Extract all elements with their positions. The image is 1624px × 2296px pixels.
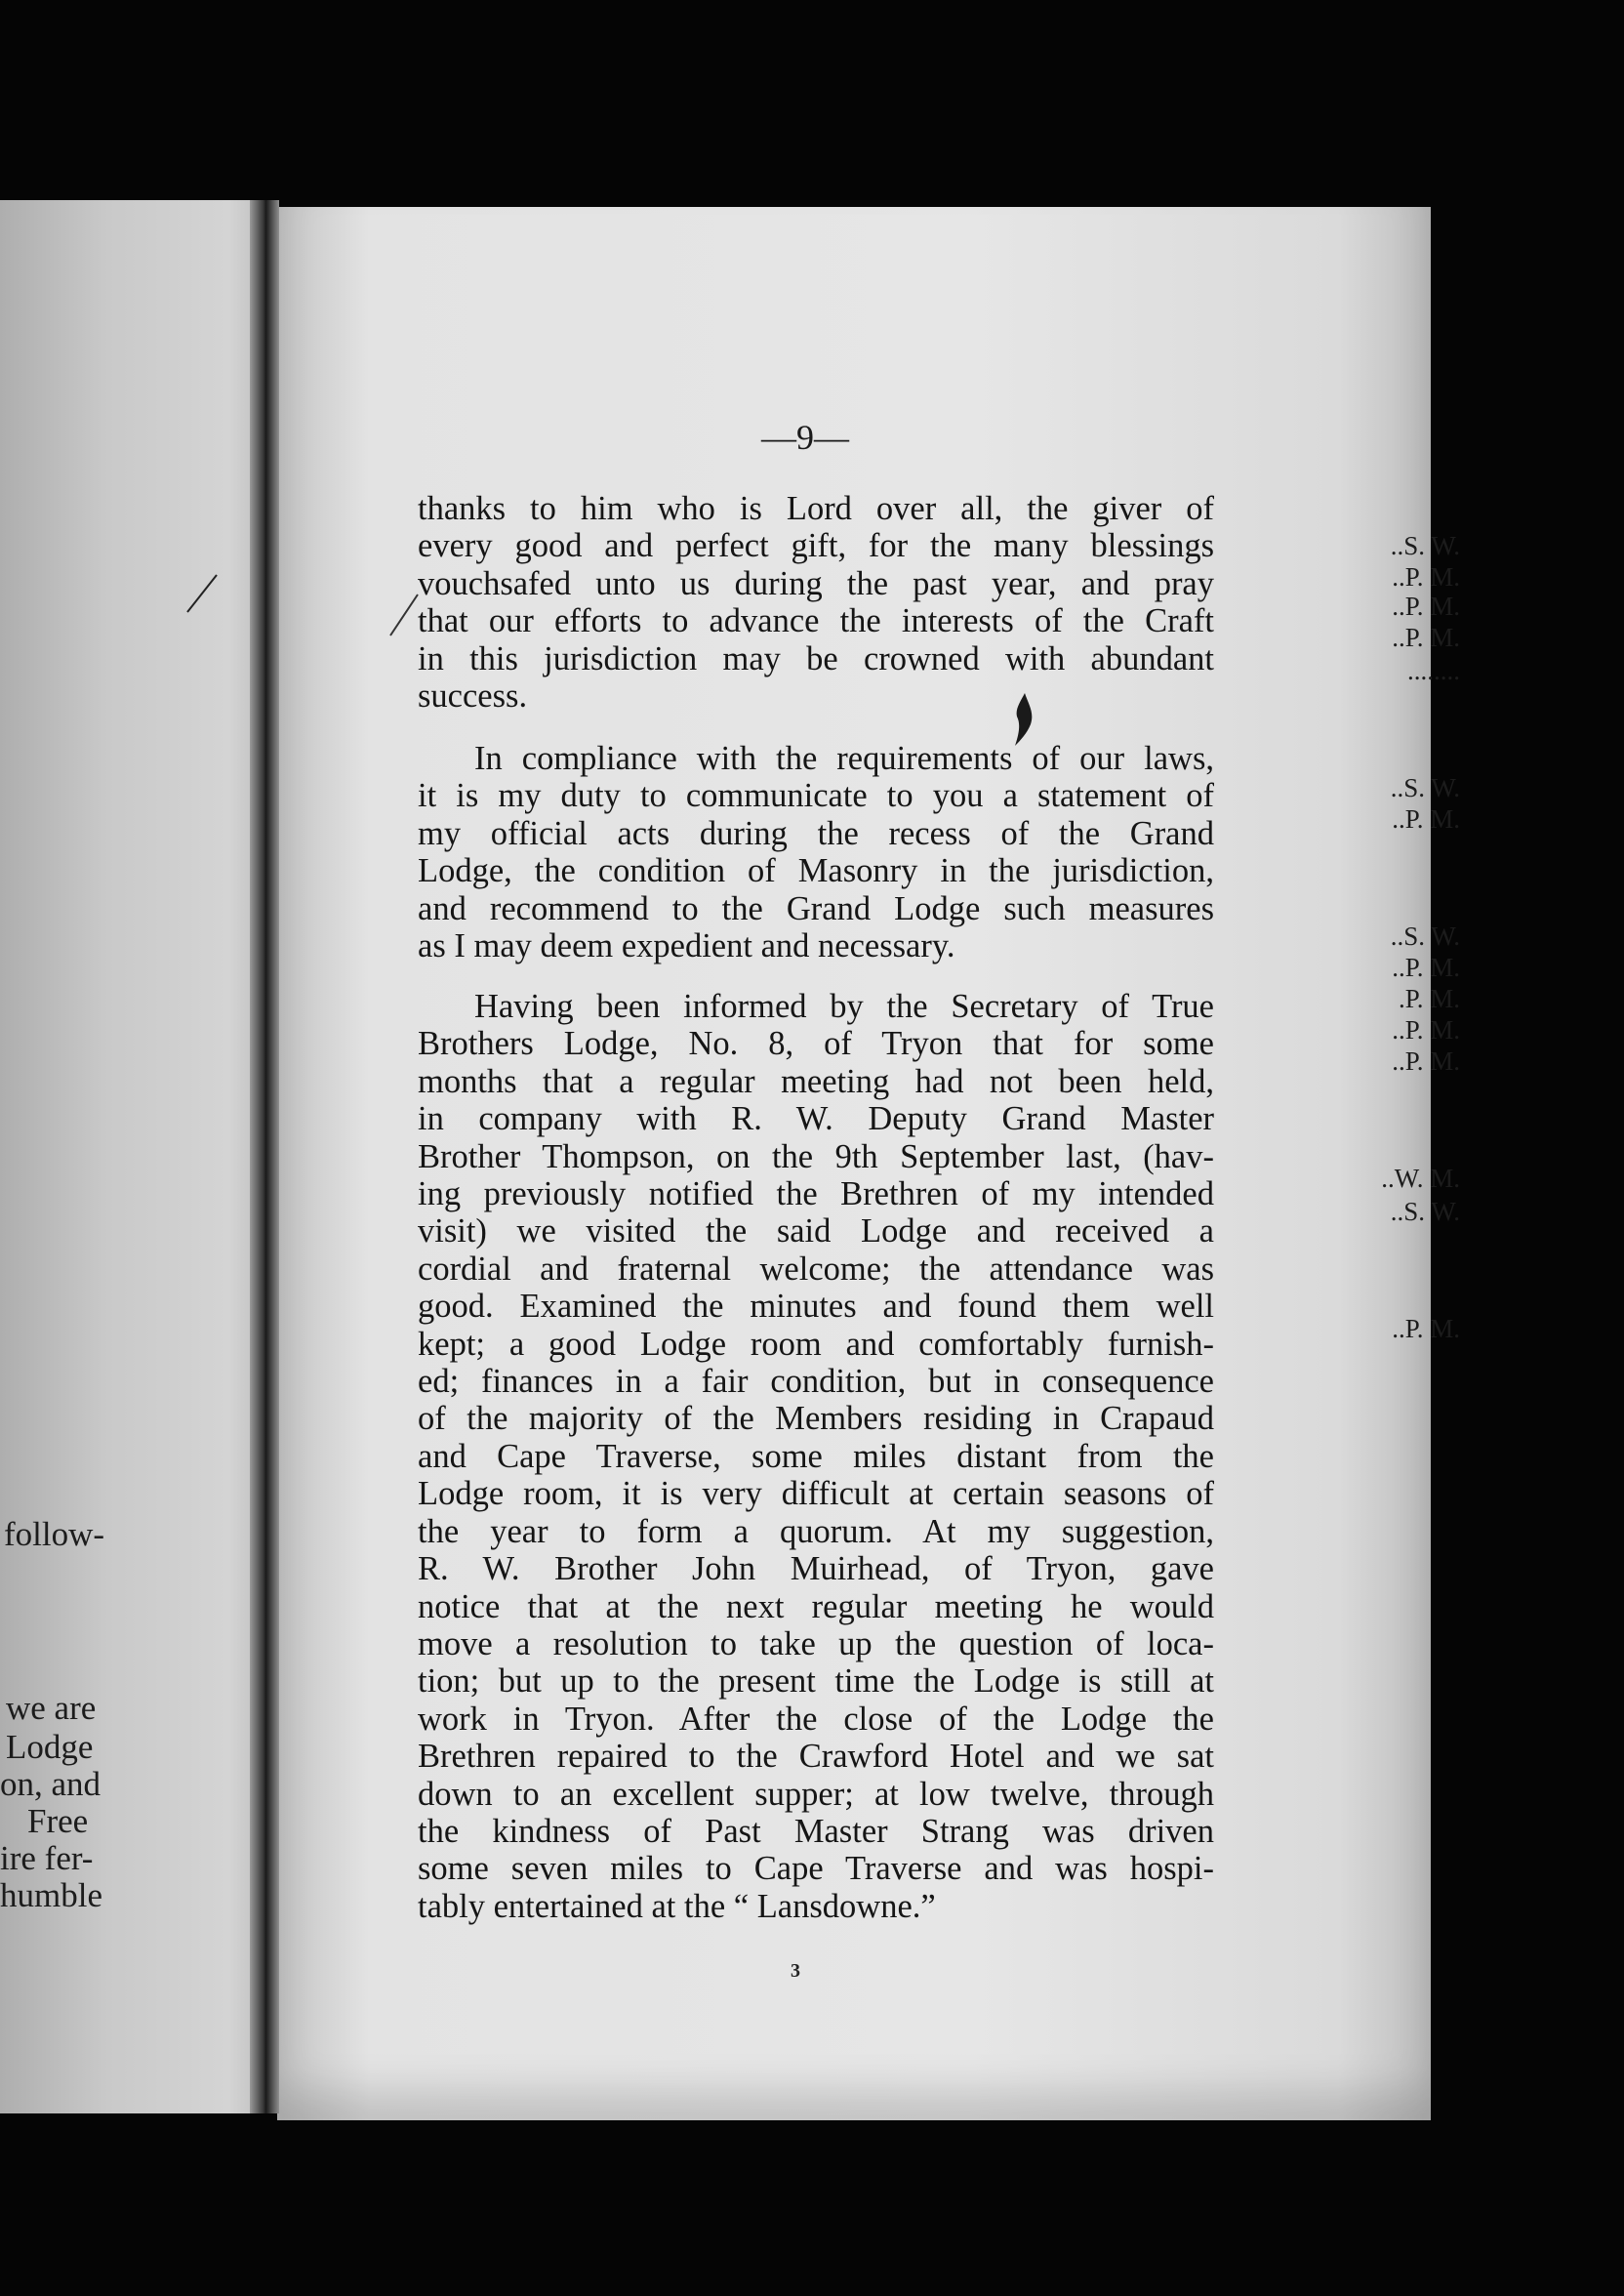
text-line: ing previously notified the Brethren of my intended bbox=[418, 1175, 1214, 1213]
text-line: months that a regular meeting had not been held, bbox=[418, 1062, 1214, 1100]
text-line: down to an excellent supper; at low twelve, through bbox=[418, 1775, 1214, 1813]
left-line: ..S. W. bbox=[1390, 773, 1460, 802]
text-line: vouchsafed unto us during the past year, and pray bbox=[418, 564, 1214, 602]
text-line: kept; a good Lodge room and comfortably furnish- bbox=[418, 1325, 1214, 1363]
text-line: notice that at the next regular meeting he would bbox=[418, 1587, 1214, 1625]
text-line: Brother Thompson, on the 9th September last, (hav- bbox=[418, 1137, 1214, 1175]
text-line: tion; but up to the present time the Lodge is still at bbox=[418, 1662, 1214, 1701]
text-line: cordial and fraternal welcome; the attendance was bbox=[418, 1250, 1214, 1288]
text-line: my official acts during the recess of the Grand bbox=[418, 814, 1214, 852]
text-line: work in Tryon. After the close of the Lodge the bbox=[418, 1700, 1214, 1738]
text-line: visit) we visited the said Lodge and received a bbox=[418, 1212, 1214, 1250]
left-line: ..P. M. bbox=[1392, 1314, 1460, 1343]
text-line: ed; finances in a fair condition, but in consequence bbox=[418, 1363, 1214, 1401]
text-line: tably entertained at the “ Lansdowne.” bbox=[418, 1887, 936, 1925]
left-line: ..P. M. bbox=[1392, 562, 1460, 592]
left-line: ..S. W. bbox=[1390, 1197, 1460, 1226]
signature-mark: 3 bbox=[791, 1960, 800, 1982]
left-line: ..P. M. bbox=[1392, 953, 1460, 982]
text-line: Lodge room, it is very difficult at certain seasons of bbox=[418, 1475, 1214, 1513]
text-line: every good and perfect gift, for the many blessings bbox=[418, 527, 1214, 565]
pen-mark bbox=[182, 571, 221, 620]
text-line: it is my duty to communicate to you a statement of bbox=[418, 777, 1214, 815]
text-line: Brothers Lodge, No. 8, of Tryon that for some bbox=[418, 1025, 1214, 1063]
left-fragment: humble bbox=[0, 1876, 102, 1914]
text-line: that our efforts to advance the interests of the Craft bbox=[418, 602, 1214, 640]
left-fragment: Lodge bbox=[6, 1728, 94, 1766]
left-fragment: Free bbox=[27, 1802, 89, 1840]
left-line: ..S. W. bbox=[1390, 922, 1460, 951]
left-fragment: we are bbox=[6, 1689, 97, 1727]
book-spine bbox=[250, 200, 279, 2113]
paragraph-3 bbox=[418, 988, 1214, 1925]
text-line: Lodge, the condition of Masonry in the jurisdiction, bbox=[418, 852, 1214, 890]
left-line: ..P. M. bbox=[1392, 804, 1460, 834]
left-fragment: ire fer- bbox=[0, 1839, 94, 1877]
text-line: good. Examined the minutes and found them well bbox=[418, 1288, 1214, 1326]
text-line: thanks to him who is Lord over all, the giver of bbox=[418, 490, 1214, 527]
left-fragment: follow- bbox=[4, 1515, 105, 1553]
left-line: ..S. W. bbox=[1390, 531, 1460, 560]
text-line: Having been informed by the Secretary of True bbox=[474, 988, 1214, 1025]
paragraph-1 bbox=[418, 490, 1214, 715]
ink-blot bbox=[1005, 691, 1044, 750]
text-line: move a resolution to take up the question of loca- bbox=[418, 1624, 1214, 1662]
text-line: and recommend to the Grand Lodge such measures bbox=[418, 889, 1214, 927]
left-line: .P. M. bbox=[1398, 984, 1460, 1013]
pen-mark bbox=[383, 591, 422, 639]
text-line: R. W. Brother John Muirhead, of Tryon, gave bbox=[418, 1550, 1214, 1588]
text-line: in company with R. W. Deputy Grand Master bbox=[418, 1100, 1214, 1138]
left-line: ..P. M. bbox=[1392, 1046, 1460, 1076]
text-line: the kindness of Past Master Strang was driven bbox=[418, 1812, 1214, 1850]
left-line: ..P. M. bbox=[1392, 1015, 1460, 1045]
text-line: success. bbox=[418, 677, 528, 716]
left-line: ..P. M. bbox=[1392, 592, 1460, 621]
paragraph-2 bbox=[418, 740, 1214, 964]
left-line: ........ bbox=[1407, 656, 1460, 685]
left-line: ..P. M. bbox=[1392, 623, 1460, 652]
text-line: and Cape Traverse, some miles distant from the bbox=[418, 1437, 1214, 1475]
text-line: of the majority of the Members residing in Crapaud bbox=[418, 1400, 1214, 1438]
text-line: the year to form a quorum. At my suggestion, bbox=[418, 1512, 1214, 1550]
text-line: Brethren repaired to the Crawford Hotel and we sat bbox=[418, 1738, 1214, 1776]
text-line: in this jurisdiction may be crowned with abundant bbox=[418, 639, 1214, 677]
text-line: some seven miles to Cape Traverse and was hospi- bbox=[418, 1850, 1214, 1888]
left-line: ..W. M. bbox=[1381, 1164, 1460, 1193]
left-fragment: on, and bbox=[0, 1765, 102, 1803]
text-line: as I may deem expedient and necessary. bbox=[418, 927, 955, 965]
text-line: In compliance with the requirements of our laws, bbox=[474, 740, 1214, 777]
page-number: —9— bbox=[761, 418, 849, 457]
